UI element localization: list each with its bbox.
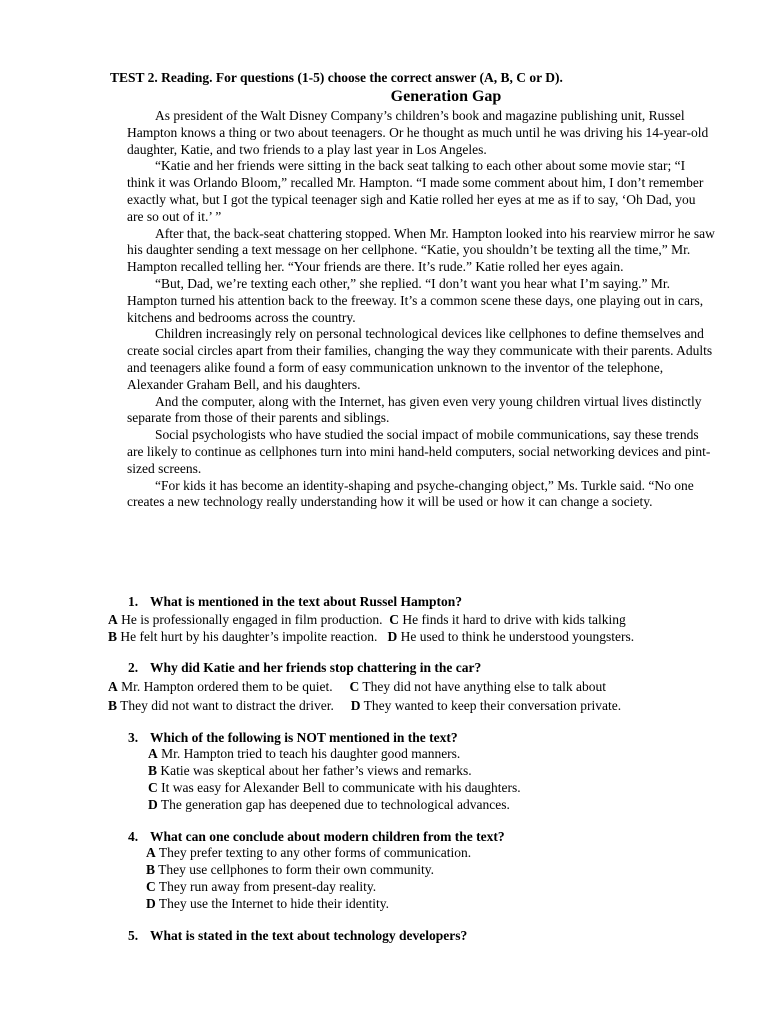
- option-letter: C: [349, 678, 360, 694]
- option-text: He finds it hard to drive with kids talking: [402, 611, 626, 627]
- option-d[interactable]: [381, 629, 634, 644]
- question-2: [108, 660, 728, 715]
- question-list: [108, 594, 728, 959]
- option-letter: C: [146, 878, 156, 894]
- option-a[interactable]: [148, 746, 728, 763]
- question-stem: [108, 594, 728, 611]
- option-a[interactable]: [146, 845, 728, 862]
- option-text: Mr. Hampton ordered them to be quiet.: [121, 678, 333, 694]
- option-b[interactable]: [148, 763, 728, 780]
- paragraph: After that, the back-seat chattering stopped. When Mr. Hampton looked into his rearview mirror he saw his daughter sending a text message on her cellphone. “Katie, you shouldn’t be texting all the time,” Mr. Hampton recalled telling her. “Your friends are there. It’s rude.” Katie rolled her eyes again.: [127, 225, 715, 275]
- option-text: Mr. Hampton tried to teach his daughter good manners.: [161, 746, 461, 762]
- option-b[interactable]: [146, 862, 728, 879]
- option-row: [108, 677, 728, 696]
- option-text: They did not have anything else to talk about: [362, 678, 607, 694]
- option-b[interactable]: [108, 698, 334, 713]
- passage-title: Generation Gap: [390, 88, 502, 105]
- question-text: What can one conclude about modern children from the text?: [150, 828, 505, 844]
- question-stem: [108, 660, 728, 677]
- option-letter: C: [148, 779, 158, 795]
- option-c[interactable]: [386, 612, 626, 627]
- option-text: It was easy for Alexander Bell to communicate with his daughters.: [161, 779, 521, 795]
- question-text: Why did Katie and her friends stop chattering in the car?: [150, 659, 482, 675]
- question-stem: [108, 928, 728, 945]
- option-c[interactable]: [148, 780, 728, 797]
- option-letter: B: [146, 862, 156, 878]
- option-letter: A: [146, 845, 156, 861]
- paragraph: “But, Dad, we’re texting each other,” she replied. “I don’t want you hear what I’m saying.” Mr. Hampton turned his attention back to the freeway. It’s a common scene these days, one playing out in cars, kitchens and bedrooms across the country.: [127, 275, 704, 325]
- option-text: They did not want to distract the driver.: [120, 697, 334, 713]
- option-row: [108, 628, 728, 645]
- option-letter: D: [148, 796, 158, 812]
- option-d[interactable]: [146, 896, 728, 913]
- option-letter: D: [146, 895, 156, 911]
- question-5: [108, 928, 728, 945]
- paragraph: And the computer, along with the Internet, has given even very young children virtual lives distinctly separate from those of their parents and siblings.: [127, 393, 702, 426]
- option-text: They run away from present-day reality.: [158, 878, 377, 894]
- question-number: 4.: [128, 828, 139, 844]
- paragraph: “Katie and her friends were sitting in the back seat talking to each other about some movie star; “I think it was Orlando Bloom,” recalled Mr. Hampton. “I made some comment about him, I don’t remember exactly what, but I got the typical teenager sigh and Katie rolled her eyes at me as if to say, ‘Oh Dad, you are so out of it.’ ”: [127, 158, 704, 224]
- question-text: What is mentioned in the text about Russel Hampton?: [150, 594, 463, 609]
- question-number: 2.: [128, 659, 139, 675]
- option-letter: B: [148, 763, 158, 779]
- option-letter: D: [350, 697, 361, 713]
- option-text: They wanted to keep their conversation private.: [363, 697, 622, 713]
- test-instructions: TEST 2. Reading. For questions (1-5) choose the correct answer (A, B, C or D).: [110, 70, 563, 85]
- paragraph: As president of the Walt Disney Company’s children’s book and magazine publishing unit, Russel Hampton knows a thing or two about teenagers. Or he thought as much until he was driving his 14-year-old daughter, Katie, and two friends to a play last year in Los Angeles.: [127, 108, 709, 157]
- option-text: The generation gap has deepened due to technological advances.: [160, 796, 510, 812]
- option-list: [108, 746, 728, 813]
- option-text: He felt hurt by his daughter’s impolite reaction.: [120, 628, 378, 644]
- option-letter: A: [108, 611, 118, 627]
- question-stem: [108, 730, 728, 747]
- option-text: He is professionally engaged in film production.: [121, 611, 383, 627]
- question-4: [108, 829, 728, 913]
- option-text: They use the Internet to hide their identity.: [158, 895, 389, 911]
- option-text: He used to think he understood youngsters.: [400, 628, 635, 644]
- question-text: What is stated in the text about technology developers?: [150, 927, 468, 943]
- option-letter: C: [389, 611, 399, 627]
- option-letter: A: [148, 746, 158, 762]
- question-number: 5.: [128, 927, 139, 943]
- question-number: 3.: [128, 729, 139, 745]
- option-a[interactable]: [108, 679, 333, 694]
- question-stem: [108, 829, 728, 846]
- option-d[interactable]: [337, 698, 621, 713]
- option-row: [108, 696, 728, 715]
- paragraph: Children increasingly rely on personal technological devices like cellphones to define themselves and create social circles apart from their families, changing the way they communicate with their parents. Adults and teenagers alike found a form of easy communication unknown to the inventor of the telephone, Alexander Graham Bell, and his daughters.: [127, 326, 713, 392]
- option-letter: B: [108, 697, 118, 713]
- paragraph: “For kids it has become an identity-shaping and psyche-changing object,” Ms. Turkle said. “No one creates a new technology really understanding how it will be used or how it can change a society.: [127, 477, 694, 510]
- option-c[interactable]: [146, 879, 728, 896]
- option-d[interactable]: [148, 797, 728, 814]
- option-letter: A: [108, 678, 118, 694]
- question-3: [108, 730, 728, 814]
- paragraph: Social psychologists who have studied the social impact of mobile communications, say these trends are likely to continue as cellphones turn into mini hand-held computers, social networking devices and pint-sized screens.: [127, 427, 711, 476]
- option-text: Katie was skeptical about her father’s views and remarks.: [160, 763, 472, 779]
- option-c[interactable]: [336, 679, 606, 694]
- option-list: [108, 845, 728, 912]
- question-number: 1.: [128, 594, 139, 609]
- reading-passage: [127, 108, 715, 511]
- option-text: They prefer texting to any other forms of communication.: [158, 845, 472, 861]
- option-row: [108, 611, 728, 628]
- option-letter: D: [387, 628, 398, 644]
- option-b[interactable]: [108, 629, 377, 644]
- option-letter: B: [108, 628, 118, 644]
- option-text: They use cellphones to form their own community.: [158, 862, 434, 878]
- option-a[interactable]: [108, 612, 382, 627]
- question-1: [108, 594, 728, 645]
- question-text: Which of the following is NOT mentioned in the text?: [150, 729, 458, 745]
